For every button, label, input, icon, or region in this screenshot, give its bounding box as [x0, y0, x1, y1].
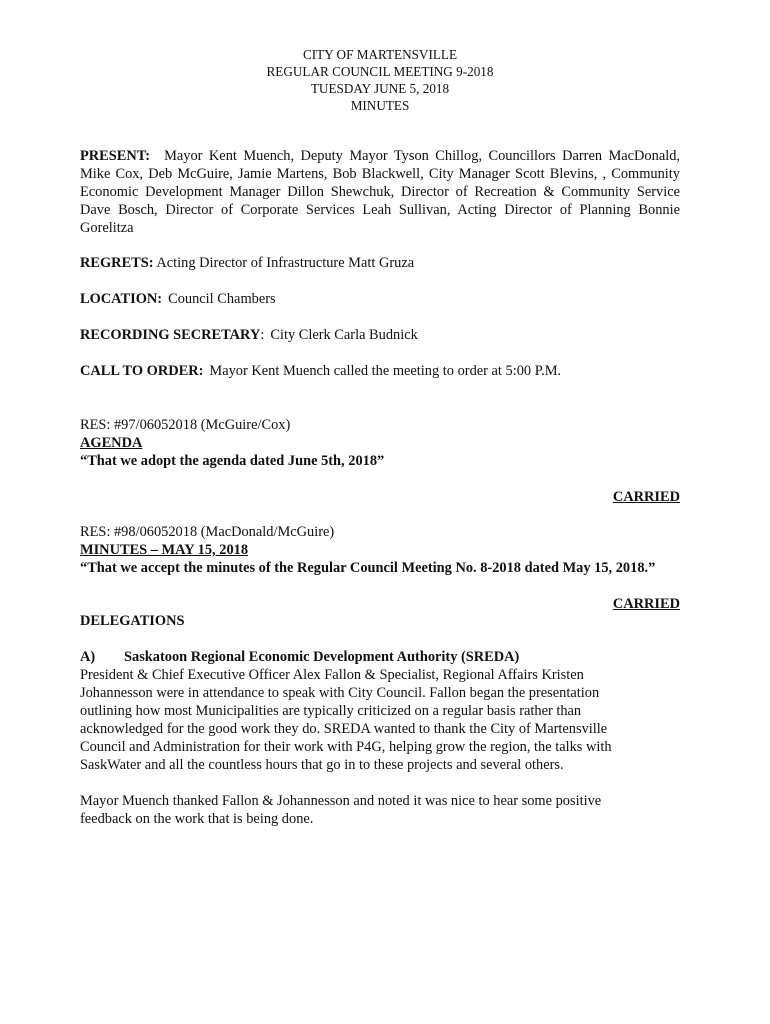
resolution-title: MINUTES – MAY 15, 2018 [80, 542, 249, 558]
delegation-a [80, 648, 680, 828]
resolution-status: CARRIED [612, 489, 680, 505]
paragraph-line: outlining how most Municipalities are typically criticized on a regular basis rather than [80, 703, 582, 719]
location-label: LOCATION: [80, 291, 163, 307]
closing-line: Mayor Muench thanked Fallon & Johannesson and noted it was nice to hear some positive [80, 793, 602, 809]
header-minutes: MINUTES [350, 98, 410, 113]
delegation-a-closing [80, 792, 680, 828]
present-text: Mayor Kent Muench, Deputy Mayor Tyson Chillog, Councillors Darren MacDonald, Mike Cox, Deb McGuire, Jamie Martens, Bob Blackwell, City Manager Scott Blevins, , Community Economic Development Manager Dillon Shewchuk, Director of Recreation & Community Service Dave Bosch, Director of Corporate Services Leah Sullivan, Acting Director of Planning Bonnie Gorelitza [80, 148, 680, 236]
delegation-a-title: Saskatoon Regional Economic Development Authority (SREDA) [124, 649, 520, 665]
delegations-heading: DELEGATIONS [80, 613, 185, 629]
present-section [80, 147, 680, 237]
paragraph-line: SaskWater and all the countless hours that go in to these projects and several others. [80, 757, 564, 773]
header-meeting: REGULAR COUNCIL MEETING 9-2018 [266, 64, 494, 79]
resolution-98 [80, 523, 680, 613]
header-date: TUESDAY JUNE 5, 2018 [310, 81, 450, 96]
regrets-label: REGRETS: [80, 255, 154, 271]
call-to-order-label: CALL TO ORDER: [80, 363, 204, 379]
recording-secretary-text: City Clerk Carla Budnick [270, 327, 418, 343]
call-to-order-section [80, 362, 680, 380]
resolution-number: RES: #98/06052018 (MacDonald/McGuire) [80, 524, 335, 540]
paragraph-line: Council and Administration for their work with P4G, helping grow the region, the talks with [80, 739, 612, 755]
call-to-order-text: Mayor Kent Muench called the meeting to order at 5:00 P.M. [209, 363, 562, 379]
recording-secretary-label: RECORDING SECRETARY [80, 327, 261, 343]
regrets-text: Acting Director of Infrastructure Matt Gruza [156, 255, 415, 271]
paragraph-line: President & Chief Executive Officer Alex Fallon & Specialist, Regional Affairs Kristen [80, 667, 584, 683]
present-label: PRESENT: [80, 148, 151, 164]
document-header [0, 46, 760, 114]
regrets-section [80, 254, 680, 272]
resolution-title: AGENDA [80, 435, 143, 451]
recording-secretary-section [80, 326, 680, 344]
location-section [80, 290, 680, 308]
recording-secretary-colon: : [260, 327, 265, 343]
delegation-a-paragraph [80, 666, 680, 774]
paragraph-line: acknowledged for the good work they do. SREDA wanted to thank the City of Martensville [80, 721, 608, 737]
location-text: Council Chambers [168, 291, 276, 307]
resolution-number: RES: #97/06052018 (McGuire/Cox) [80, 417, 291, 433]
resolution-status: CARRIED [612, 596, 680, 612]
resolution-97 [80, 416, 680, 506]
header-city: CITY OF MARTENSVILLE [302, 47, 458, 62]
delegation-a-title-row [80, 648, 680, 666]
resolution-motion: “That we adopt the agenda dated June 5th, 2018” [80, 453, 385, 469]
closing-line: feedback on the work that is being done. [80, 811, 314, 827]
resolution-motion: “That we accept the minutes of the Regular Council Meeting No. 8-2018 dated May 15, 2018.” [80, 560, 656, 576]
delegation-a-letter: A) [80, 649, 96, 665]
paragraph-line: Johannesson were in attendance to speak with City Council. Fallon began the presentation [80, 685, 600, 701]
